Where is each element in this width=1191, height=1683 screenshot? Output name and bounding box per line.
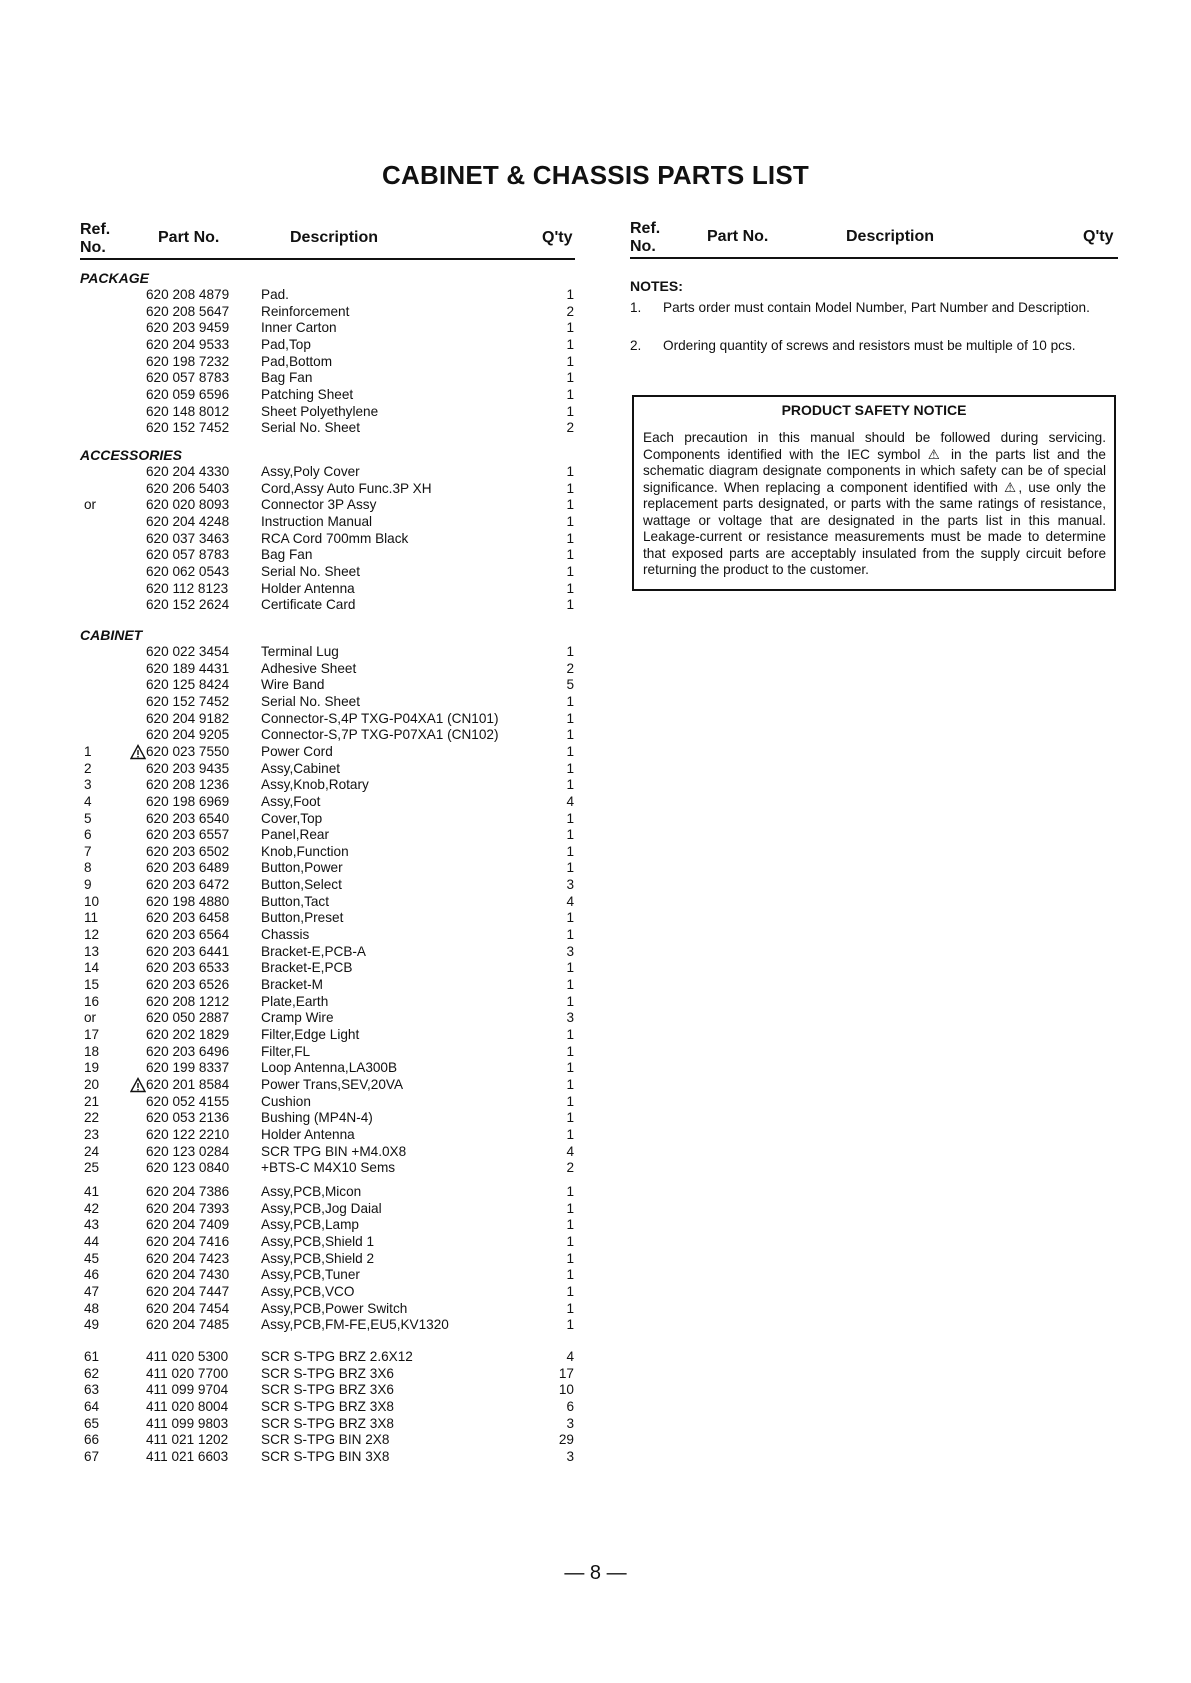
description-cell: Button,Tact [261,893,330,909]
qty-cell: 1 [566,843,574,859]
ref-cell: 6 [84,827,92,843]
qty-cell: 1 [566,1043,574,1059]
description-cell: Bracket-M [261,977,323,992]
qty-cell: 3 [566,1010,574,1026]
part-no-cell: 620 203 6496 [146,1043,230,1059]
description-cell: Bracket-E,PCB [261,960,353,976]
ref-cell: 45 [84,1250,100,1266]
description-header-right: Description [846,228,935,245]
ref-cell: or [84,1010,97,1026]
part-no-cell: 620 020 8093 [146,497,230,513]
part-no-cell: 411 021 1202 [146,1432,229,1448]
qty-cell: 1 [566,760,574,776]
description-cell: Serial No. Sheet [261,563,360,579]
qty-cell: 1 [566,1093,574,1109]
part-no-cell: 620 203 6489 [146,860,230,876]
part-no-cell: 620 204 7386 [146,1184,230,1199]
ref-cell: 4 [84,793,92,809]
description-cell: Cramp Wire [261,1010,334,1026]
section-heading: PACKAGE [80,270,149,286]
description-cell: Cord,Assy Auto Func.3P XH [261,480,432,496]
description-cell: Holder Antenna [261,580,355,596]
ref-cell: 3 [84,777,92,793]
description-cell: Assy,PCB,Power Switch [261,1300,408,1316]
description-cell: Plate,Earth [261,993,329,1009]
part-no-cell: 620 204 7409 [146,1217,230,1233]
section-heading: ACCESSORIES [80,447,182,463]
ref-no-header-right: Ref. No. [630,220,661,255]
ref-cell: 12 [84,927,100,943]
qty-cell: 1 [566,480,574,496]
description-cell: Pad,Bottom [261,353,333,369]
description-cell: Certificate Card [261,597,356,613]
qty-cell: 2 [566,1160,574,1176]
ref-cell: 19 [84,1060,100,1076]
qty-cell: 1 [566,1110,574,1126]
qty-cell: 6 [566,1398,574,1414]
qty-cell: 1 [566,403,574,419]
part-no-cell: 620 208 4879 [146,287,230,302]
part-no-cell: 620 203 6502 [146,843,230,859]
qty-cell: 1 [566,827,574,843]
description-cell: SCR S-TPG BRZ 3X8 [261,1415,394,1431]
part-no-cell: 620 123 0840 [146,1160,230,1176]
part-no-cell: 620 198 7232 [146,353,230,369]
qty-cell: 1 [566,597,574,613]
description-cell: Bracket-E,PCB-A [261,943,366,959]
description-cell: Pad,Top [261,336,311,352]
part-no-cell: 620 204 7454 [146,1300,230,1316]
part-no-cell: 411 099 9704 [146,1382,229,1398]
part-no-cell: 620 198 4880 [146,893,230,909]
note-text: Parts order must contain Model Number, Part Number and Description. [663,300,1090,315]
description-cell: Panel,Rear [261,827,330,843]
part-no-cell: 620 204 7423 [146,1250,230,1266]
ref-cell: 61 [84,1349,100,1364]
ref-cell: 42 [84,1200,100,1216]
description-cell: Assy,PCB,Shield 1 [261,1233,375,1249]
part-no-cell: 620 059 6596 [146,386,230,402]
ref-cell: 13 [84,943,100,959]
description-cell: Cover,Top [261,810,323,826]
qty-cell: 1 [566,1076,574,1092]
qty-cell: 1 [566,547,574,563]
description-cell: Button,Preset [261,910,344,926]
description-cell: Cushion [261,1093,311,1109]
ref-cell: 64 [84,1398,100,1414]
part-no-cell: 620 057 8783 [146,370,230,386]
description-cell: Assy,PCB,FM-FE,EU5,KV1320 [261,1317,449,1333]
description-cell: SCR S-TPG BRZ 3X6 [261,1382,394,1398]
description-cell: Serial No. Sheet [261,693,360,709]
description-cell: Knob,Function [261,843,349,859]
description-cell: Adhesive Sheet [261,660,357,676]
qty-cell: 1 [566,287,574,302]
qty-cell: 4 [566,893,574,909]
ref-cell: 24 [84,1143,100,1159]
part-no-cell: 620 201 8584 [146,1076,230,1092]
part-no-cell: 620 208 5647 [146,303,230,319]
note-item [630,299,1118,316]
ref-cell: 10 [84,893,100,909]
description-cell: Assy,Cabinet [261,760,341,776]
part-no-cell: 620 204 7430 [146,1267,230,1283]
ref-cell: 23 [84,1126,100,1142]
description-cell: Assy,Knob,Rotary [261,777,369,793]
qty-cell: 1 [566,1300,574,1316]
part-no-cell: 620 198 6969 [146,793,230,809]
description-cell: Assy,PCB,Tuner [261,1267,360,1283]
page-title: CABINET & CHASSIS PARTS LIST [382,160,809,190]
part-no-cell: 620 203 6526 [146,977,230,992]
qty-cell: 1 [566,777,574,793]
qty-cell: 3 [566,877,574,893]
part-no-cell: 411 021 6603 [146,1448,229,1464]
part-no-cell: 620 208 1212 [146,993,230,1009]
description-cell: SCR S-TPG BIN 2X8 [261,1432,390,1448]
ref-cell: 63 [84,1382,100,1398]
qty-header-right: Q'ty [1083,228,1114,245]
qty-cell: 1 [566,497,574,513]
qty-cell: 2 [566,303,574,319]
part-no-cell: 411 020 7700 [146,1365,229,1381]
ref-cell: 46 [84,1267,100,1283]
qty-cell: 1 [566,1317,574,1333]
description-cell: Pad. [261,287,289,302]
part-no-cell: 620 204 7485 [146,1317,230,1333]
description-cell: Assy,Foot [261,793,321,809]
qty-cell: 1 [566,386,574,402]
ref-cell: 47 [84,1283,100,1299]
part-no-cell: 620 203 6458 [146,910,230,926]
qty-cell: 1 [566,1126,574,1142]
qty-cell: 1 [566,513,574,529]
description-cell: +BTS-C M4X10 Sems [261,1160,396,1176]
ref-cell: 41 [84,1184,100,1199]
product-safety-notice [632,395,1116,591]
part-no-cell: 620 204 9205 [146,727,230,743]
qty-cell: 10 [558,1382,574,1398]
part-no-cell: 620 203 9459 [146,320,230,336]
qty-cell: 1 [566,336,574,352]
qty-cell: 1 [566,810,574,826]
qty-cell: 1 [566,1250,574,1266]
qty-cell: 1 [566,910,574,926]
qty-cell: 1 [566,1217,574,1233]
description-cell: Assy,PCB,VCO [261,1283,355,1299]
safety-warning-icon [130,744,146,760]
part-no-cell: 620 204 4248 [146,513,230,529]
note-item [630,337,1118,354]
ref-cell: 65 [84,1415,100,1431]
qty-header: Q'ty [542,229,573,246]
part-no-header-right: Part No. [707,228,769,245]
part-no-cell: 620 203 6557 [146,827,230,843]
part-no-cell: 620 204 7416 [146,1233,230,1249]
description-cell: Connector-S,7P TXG-P07XA1 (CN102) [261,727,499,743]
part-no-cell: 411 020 5300 [146,1349,229,1364]
part-no-cell: 411 020 8004 [146,1398,229,1414]
description-cell: Holder Antenna [261,1126,355,1142]
notice-title: PRODUCT SAFETY NOTICE [781,402,967,418]
ref-cell: 66 [84,1432,100,1448]
left-header-rule [80,258,575,260]
description-cell: Chassis [261,927,310,943]
description-cell: Assy,PCB,Lamp [261,1217,359,1233]
description-cell: Connector-S,4P TXG-P04XA1 (CN101) [261,710,499,726]
ref-cell: or [84,497,97,513]
description-cell: Sheet Polyethylene [261,403,379,419]
part-no-cell: 620 203 6564 [146,927,230,943]
description-cell: SCR S-TPG BRZ 3X6 [261,1365,394,1381]
description-cell: Power Trans,SEV,20VA [261,1076,404,1092]
description-cell: Power Cord [261,743,333,759]
description-cell: Connector 3P Assy [261,497,377,513]
note-text: Ordering quantity of screws and resistors must be multiple of 10 pcs. [663,338,1076,353]
qty-cell: 1 [566,710,574,726]
ref-cell: 49 [84,1317,100,1333]
qty-cell: 17 [558,1365,574,1381]
description-cell: Assy,Poly Cover [261,464,360,479]
qty-cell: 1 [566,353,574,369]
part-no-cell: 620 204 4330 [146,464,230,479]
qty-cell: 4 [566,1143,574,1159]
description-cell: Patching Sheet [261,386,354,402]
description-cell: Instruction Manual [261,513,373,529]
ref-cell: 44 [84,1233,100,1249]
part-no-cell: 411 099 9803 [146,1415,229,1431]
qty-cell: 1 [566,927,574,943]
part-no-cell: 620 062 0543 [146,563,230,579]
section-heading: CABINET [80,627,143,643]
ref-cell: 15 [84,977,100,992]
part-no-cell: 620 123 0284 [146,1143,230,1159]
qty-cell: 1 [566,320,574,336]
ref-cell: 2 [84,760,92,776]
ref-cell: 1 [84,743,92,759]
part-no-cell: 620 204 9182 [146,710,230,726]
qty-cell: 3 [566,943,574,959]
qty-cell: 1 [566,530,574,546]
qty-cell: 1 [566,1184,574,1199]
ref-cell: 18 [84,1043,100,1059]
part-no-cell: 620 152 2624 [146,597,230,613]
qty-cell: 5 [566,677,574,693]
part-no-cell: 620 023 7550 [146,743,230,759]
part-no-header: Part No. [158,229,220,246]
qty-cell: 1 [566,1283,574,1299]
part-no-cell: 620 204 7447 [146,1283,230,1299]
description-cell: Loop Antenna,LA300B [261,1060,398,1076]
description-header: Description [290,229,379,246]
part-no-cell: 620 057 8783 [146,547,230,563]
part-no-cell: 620 189 4431 [146,660,230,676]
description-cell: Terminal Lug [261,644,339,659]
qty-cell: 1 [566,580,574,596]
description-cell: SCR S-TPG BRZ 3X8 [261,1398,394,1414]
description-cell: SCR S-TPG BIN 3X8 [261,1448,390,1464]
description-cell: Bushing (MP4N-4) [261,1110,373,1126]
ref-cell: 21 [84,1093,100,1109]
description-cell: SCR S-TPG BRZ 2.6X12 [261,1349,413,1364]
part-no-cell: 620 204 7393 [146,1200,230,1216]
part-no-cell: 620 112 8123 [146,580,229,596]
ref-cell: 43 [84,1217,100,1233]
ref-cell: 16 [84,993,100,1009]
qty-cell: 1 [566,1233,574,1249]
ref-cell: 14 [84,960,100,976]
description-cell: Bag Fan [261,370,313,386]
part-no-cell: 620 037 3463 [146,530,230,546]
part-no-cell: 620 050 2887 [146,1010,230,1026]
part-no-cell: 620 152 7452 [146,420,230,436]
qty-cell: 4 [566,793,574,809]
ref-cell: 67 [84,1448,100,1464]
ref-cell: 7 [84,843,92,859]
part-no-cell: 620 203 6441 [146,943,230,959]
part-no-cell: 620 208 1236 [146,777,230,793]
qty-cell: 3 [566,1415,574,1431]
description-cell: Filter,FL [261,1043,311,1059]
part-no-cell: 620 125 8424 [146,677,230,693]
note-number: 2. [630,338,642,353]
part-no-cell: 620 203 6472 [146,877,230,893]
notice-text: Each precaution in this manual should be followed during servicing. Components identified with the IEC symbol ⚠ in the parts list and the schematic diagram designate components in which safety can be of special significance. When replacing a component identified with ⚠, use only the replacement parts designated, or parts with the same ratings of resistance, wattage or voltage that are designated in the parts list in this manual. Leakage-current or resistance measurements must be made to determine that exposed parts are acceptably insulated from the supply circuit before returning the product to the customer. [643,430,1106,577]
description-cell: Filter,Edge Light [261,1026,360,1042]
ref-cell: 9 [84,877,92,893]
description-cell: Wire Band [261,677,325,693]
ref-cell: 17 [84,1026,100,1042]
qty-cell: 1 [566,860,574,876]
description-cell: Assy,PCB,Micon [261,1184,362,1199]
qty-cell: 1 [566,743,574,759]
ref-no-header: Ref. No. [80,221,111,256]
part-no-cell: 620 053 2136 [146,1110,230,1126]
qty-cell: 1 [566,563,574,579]
right-header-rule [630,257,1118,259]
description-cell: Assy,PCB,Jog Daial [261,1200,382,1216]
part-no-cell: 620 052 4155 [146,1093,230,1109]
qty-cell: 1 [566,960,574,976]
page-number: — 8 — [564,1562,627,1584]
description-cell: Reinforcement [261,303,350,319]
ref-cell: 62 [84,1365,100,1381]
part-no-cell: 620 203 9435 [146,760,230,776]
notes-title: NOTES: [630,278,683,294]
part-no-cell: 620 022 3454 [146,644,230,659]
part-no-cell: 620 204 9533 [146,336,230,352]
qty-cell: 29 [558,1432,574,1448]
part-no-cell: 620 203 6533 [146,960,230,976]
qty-cell: 1 [566,644,574,659]
part-no-cell: 620 206 5403 [146,480,230,496]
description-cell: Bag Fan [261,547,313,563]
part-no-cell: 620 199 8337 [146,1060,230,1076]
description-cell: SCR TPG BIN +M4.0X8 [261,1143,407,1159]
ref-cell: 48 [84,1300,100,1316]
qty-cell: 4 [566,1349,574,1364]
qty-cell: 3 [566,1448,574,1464]
safety-warning-icon [130,1077,146,1093]
qty-cell: 2 [566,420,574,436]
description-cell: RCA Cord 700mm Black [261,530,409,546]
qty-cell: 1 [566,693,574,709]
description-cell: Serial No. Sheet [261,420,360,436]
qty-cell: 1 [566,1267,574,1283]
qty-cell: 1 [566,1026,574,1042]
ref-cell: 25 [84,1160,100,1176]
part-no-cell: 620 122 2210 [146,1126,230,1142]
ref-cell: 11 [84,910,99,926]
ref-cell: 22 [84,1110,100,1126]
note-number: 1. [630,300,642,315]
qty-cell: 1 [566,370,574,386]
qty-cell: 1 [566,464,574,479]
description-cell: Button,Power [261,860,343,876]
ref-cell: 8 [84,860,92,876]
ref-cell: 5 [84,810,92,826]
description-cell: Assy,PCB,Shield 2 [261,1250,375,1266]
description-cell: Button,Select [261,877,342,893]
qty-cell: 1 [566,993,574,1009]
qty-cell: 1 [566,1200,574,1216]
qty-cell: 1 [566,1060,574,1076]
part-no-cell: 620 148 8012 [146,403,230,419]
part-no-cell: 620 202 1829 [146,1026,230,1042]
qty-cell: 2 [566,660,574,676]
qty-cell: 1 [566,727,574,743]
qty-cell: 1 [566,977,574,992]
part-no-cell: 620 152 7452 [146,693,230,709]
description-cell: Inner Carton [261,320,337,336]
part-no-cell: 620 203 6540 [146,810,230,826]
ref-cell: 20 [84,1076,100,1092]
